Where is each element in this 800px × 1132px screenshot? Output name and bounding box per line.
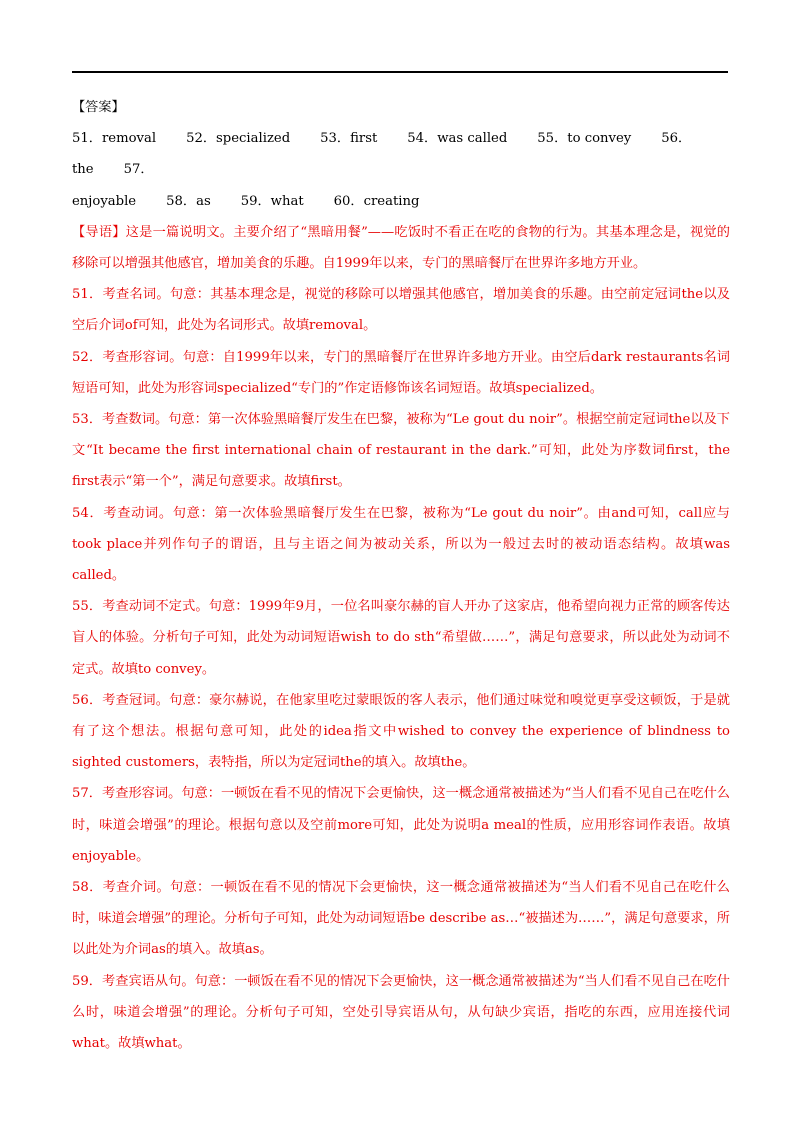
explanation-59: 59．考查宾语从句。句意：一顿饭在看不见的情况下会更愉快，这一概念通常被描述为“当人们看不见自己在吃什么时，味道会增强”的理论。分析句子可知，空处引导宾语从句，从句缺少宾语，指吃的东西，应用连接代词what。故填what。 <box>72 973 730 1052</box>
intro-paragraph: 【导语】这是一篇说明文。主要介绍了“黑暗用餐”——吃饭时不看正在吃的食物的行为。其基本理念是，视觉的移除可以增强其他感官，增加美食的乐趣。自1999年以来，专门的黑暗餐厅在世界许多地方开业。 <box>72 224 730 272</box>
explanation-58: 58．考查介词。句意：一顿饭在看不见的情况下会更愉快，这一概念通常被描述为“当人们看不见自己在吃什么时，味道会增强”的理论。分析句子可知，此处为动词短语be describe as…“被描述为……”，满足句意要求，所以此处为介词as的填入。故填as。 <box>72 880 730 958</box>
answer-item: 56．the <box>72 131 692 178</box>
answer-item: 58．as <box>166 193 211 209</box>
answer-item: 59．what <box>240 193 304 209</box>
explanation-52: 52．考查形容词。句意：自1999年以来，专门的黑暗餐厅在世界许多地方开业。由空后dark restaurants名词短语可知，此处为形容词specialized“专门的”作定语修饰该名词短语。故填specialized。 <box>72 349 730 396</box>
explanation-57: 57．考查形容词。句意：一顿饭在看不见的情况下会更愉快，这一概念通常被描述为“当人们看不见自己在吃什么时，味道会增强”的理论。根据句意以及空前more可知，此处为说明a meal的性质，应用形容词作表语。故填enjoyable。 <box>72 786 730 864</box>
answer-item: 52．specialized <box>186 131 291 147</box>
answer-list-line-1 <box>72 123 730 185</box>
answer-item: 53．first <box>320 131 378 147</box>
answer-list-line-2 <box>72 186 730 217</box>
explanation-54: 54．考查动词。句意：第一次体验黑暗餐厅发生在巴黎，被称为“Le gout du noir”。由and可知，call应与took place并列作句子的谓语，且与主语之间为被动关系，所以为一般过去时的被动语态结构。故填was called。 <box>72 505 730 584</box>
explanation-55: 55．考查动词不定式。句意：1999年9月，一位名叫豪尔赫的盲人开办了这家店，他希望向视力正常的顾客传达盲人的体验。分析句子可知，此处为动词短语wish to do sth“希望做……”，满足句意要求，所以此处为动词不定式。故填to convey。 <box>72 599 730 677</box>
explanation-56: 56．考查冠词。句意：豪尔赫说，在他家里吃过蒙眼饭的客人表示，他们通过味觉和嗅觉更享受这顿饭，于是就有了这个想法。根据句意可知，此处的idea指文中wished to convey the experience of blindness to sighted customers，表特指，所以为定冠词the的填入。故填the。 <box>72 692 730 771</box>
answer-heading: 【答案】 <box>72 100 125 115</box>
explanation-51: 51．考查名词。句意：其基本理念是，视觉的移除可以增强其他感官，增加美食的乐趣。由空前定冠词the以及空后介词of可知，此处为名词形式。故填removal。 <box>72 287 730 334</box>
explanation-53: 53．考查数词。句意：第一次体验黑暗餐厅发生在巴黎，被称为“Le gout du noir”。根据空前定冠词the以及下文“It became the first international chain of restaurant in the dark.”可知，此处为序数词first，the first表示“第一个”，满足句意要求。故填first。 <box>72 412 730 490</box>
answer-item: enjoyable <box>72 193 137 209</box>
answer-item: 51．removal <box>72 131 157 147</box>
answer-item: 54．was called <box>407 131 508 147</box>
answer-item: 57． <box>123 162 154 178</box>
header-rule <box>72 71 728 73</box>
answer-item: 60．creating <box>333 193 420 209</box>
answer-item: 55．to convey <box>537 131 632 147</box>
answer-document <box>72 92 730 1059</box>
